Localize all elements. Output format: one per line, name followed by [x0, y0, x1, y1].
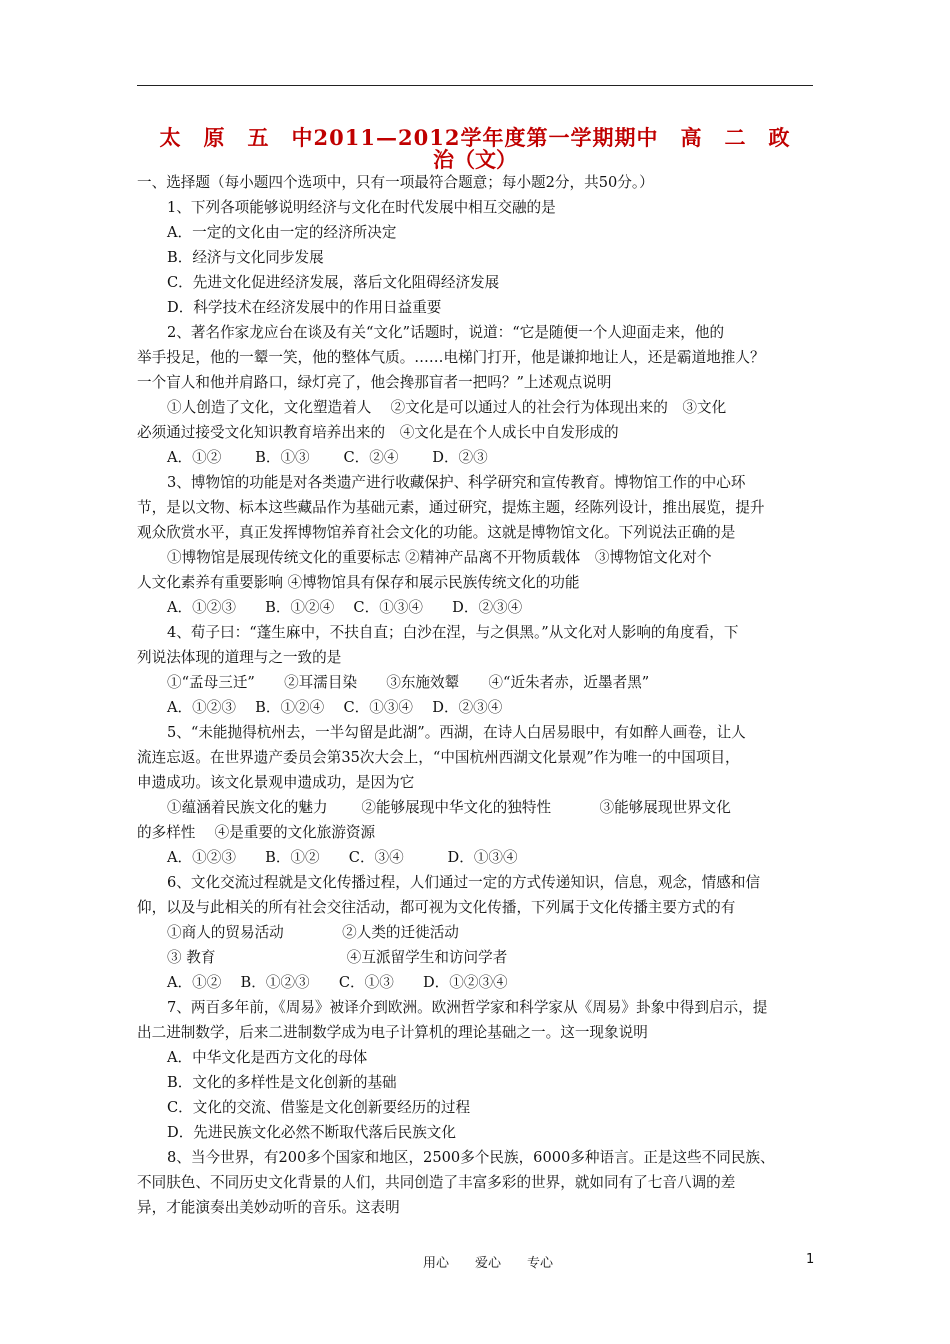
exam-title-line-1: 太 原 五 中2011—2012学年度第一学期期中 高 二 政 [159, 125, 791, 150]
text-line: 申遗成功。该文化景观申遗成功，是因为它 [137, 774, 415, 791]
text-line: 3、博物馆的功能是对各类遗产进行收藏保护、科学研究和宣传教育。博物馆工作的中心环 [167, 474, 746, 491]
text-line: ①“孟母三迁” ②耳濡目染 ③东施效颦 ④“近朱者赤，近墨者黑” [167, 674, 650, 691]
text-line: 举手投足，他的一颦一笑，他的整体气质。……电梯门打开，他是谦抑地让人，还是霸道地推人？ [137, 349, 765, 366]
question-body [137, 170, 813, 1220]
text-line: 不同肤色、不同历史文化背景的人们，共同创造了丰富多彩的世界，就如同有了七音八调的差 [137, 1174, 736, 1191]
text-line: A．①②③ B．①②④ C．①③④ D．②③④ [167, 699, 503, 716]
text-line: 一、选择题（每小题四个选项中，只有一项最符合题意；每小题2分，共50分。） [137, 174, 654, 191]
text-line: C．先进文化促进经济发展，落后文化阻碍经济发展 [167, 274, 500, 291]
text-line: A．一定的文化由一定的经济所决定 [167, 224, 397, 241]
text-line: 4、荀子曰：“蓬生麻中，不扶自直；白沙在涅，与之俱黑。”从文化对人影响的角度看，下 [167, 624, 739, 641]
text-line: 观众欣赏水平，真正发挥博物馆养育社会文化的功能。这就是博物馆文化。下列说法正确的是 [137, 524, 736, 541]
text-line: 1、下列各项能够说明经济与文化在时代发展中相互交融的是 [167, 199, 556, 216]
text-line: 列说法体现的道理与之一致的是 [137, 649, 342, 666]
text-line: 流连忘返。在世界遗产委员会第35次大会上，“中国杭州西湖文化景观”作为唯一的中国项目， [137, 749, 740, 766]
text-line: A．①②③ B．①② C．③④ D．①③④ [167, 849, 518, 866]
text-line: ①博物馆是展现传统文化的重要标志 ②精神产品离不开物质载体 ③博物馆文化对个 [167, 549, 712, 566]
text-line: A．①② B．①③ C．②④ D．②③ [167, 449, 488, 466]
text-line: 5、“未能抛得杭州去，一半勾留是此湖”。西湖，在诗人白居易眼中，有如醉人画卷，让人 [167, 724, 746, 741]
text-line: ①蕴涵着民族文化的魅力 ②能够展现中华文化的独特性 ③能够展现世界文化 [167, 799, 731, 816]
text-line: 异，才能演奏出美妙动听的音乐。这表明 [137, 1199, 400, 1216]
text-line: B．文化的多样性是文化创新的基础 [167, 1074, 397, 1091]
text-line: B．经济与文化同步发展 [167, 249, 324, 266]
text-line: D．先进民族文化必然不断取代落后民族文化 [167, 1124, 456, 1141]
text-line: D．科学技术在经济发展中的作用日益重要 [167, 299, 442, 316]
text-line: 节，是以文物、标本这些藏品作为基础元素，通过研究，提炼主题，经陈列设计，推出展览，提升 [137, 499, 765, 516]
text-line: 7、两百多年前，《周易》被译介到欧洲。欧洲哲学家和科学家从《周易》卦象中得到启示，提 [167, 999, 768, 1016]
text-line: 必须通过接受文化知识教育培养出来的 ④文化是在个人成长中自发形成的 [137, 424, 619, 441]
exam-title-line-2: 治（文） [433, 147, 517, 172]
page-number: 1 [806, 1252, 815, 1267]
text-line: 一个盲人和他并肩路口，绿灯亮了，他会搀那盲者一把吗？”上述观点说明 [137, 374, 612, 391]
text-line: 6、文化交流过程就是文化传播过程，人们通过一定的方式传递知识，信息，观念，情感和信 [167, 874, 761, 891]
text-line: 2、著名作家龙应台在谈及有关“文化”话题时，说道：“它是随便一个人迎面走来，他的 [167, 324, 725, 341]
text-line: A．中华文化是西方文化的母体 [167, 1049, 368, 1066]
text-line: 人文化素养有重要影响 ④博物馆具有保存和展示民族传统文化的功能 [137, 574, 580, 591]
text-line: ①人创造了文化，文化塑造着人 ②文化是可以通过人的社会行为体现出来的 ③文化 [167, 399, 727, 416]
text-line: C．文化的交流、借鉴是文化创新要经历的过程 [167, 1099, 471, 1116]
text-line: A．①②③ B．①②④ C．①③④ D．②③④ [167, 599, 523, 616]
text-line: 的多样性 ④是重要的文化旅游资源 [137, 824, 376, 841]
text-line: 8、当今世界，有200多个国家和地区，2500多个民族，6000多种语言。正是这些不同民族、 [167, 1149, 775, 1166]
text-line: ③ 教育 ④互派留学生和访问学者 [167, 949, 508, 966]
text-line: 出二进制数学，后来二进制数学成为电子计算机的理论基础之一。这一现象说明 [137, 1024, 648, 1041]
text-line: ①商人的贸易活动 ②人类的迁徙活动 [167, 924, 459, 941]
text-line: 仰，以及与此相关的所有社会交往活动，都可视为文化传播，下列属于文化传播主要方式的有 [137, 899, 736, 916]
footer-slogan: 用心 爱心 专心 [423, 1256, 554, 1271]
text-line: A．①② B．①②③ C．①③ D．①②③④ [167, 974, 508, 991]
header-rule [137, 85, 813, 86]
